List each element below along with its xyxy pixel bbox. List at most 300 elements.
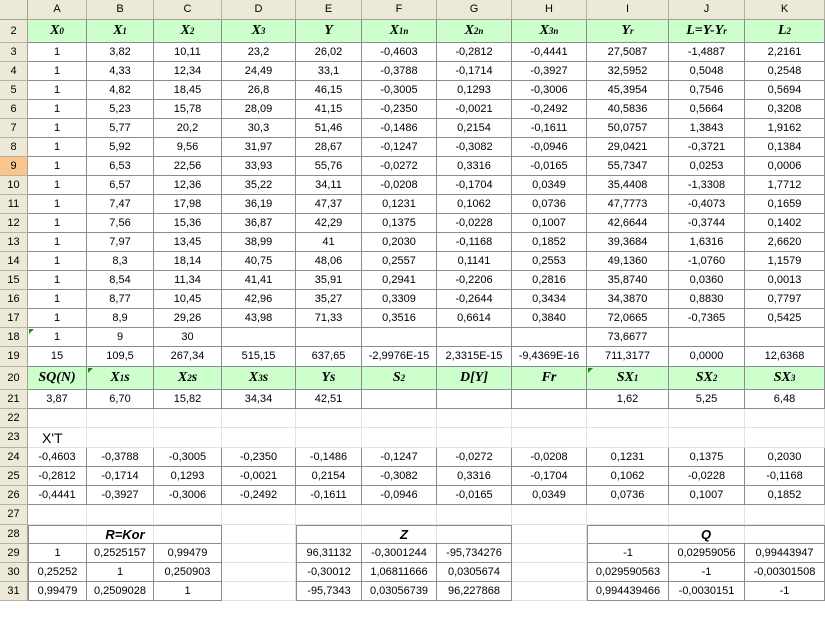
row-header-14[interactable]: 14	[0, 252, 28, 271]
cell-g27[interactable]	[437, 505, 512, 525]
cell-g15[interactable]: -0,2206	[437, 271, 512, 290]
cell-j21[interactable]: 5,25	[669, 390, 745, 409]
cell-c14[interactable]: 18,14	[154, 252, 222, 271]
row-header-27[interactable]: 27	[0, 505, 28, 525]
cell-a9[interactable]: 1	[28, 157, 87, 176]
cell-k25[interactable]: -0,1168	[745, 467, 825, 486]
cell-g21[interactable]	[437, 390, 512, 409]
cell-i26[interactable]: 0,0736	[587, 486, 669, 505]
cell-j4[interactable]: 0,5048	[669, 62, 745, 81]
cell-d27[interactable]	[222, 505, 296, 525]
cell-a8[interactable]: 1	[28, 138, 87, 157]
cell-j16[interactable]: 0,8830	[669, 290, 745, 309]
cell-a7[interactable]: 1	[28, 119, 87, 138]
cell-a25[interactable]: -0,2812	[28, 467, 87, 486]
cell-d11[interactable]: 36,19	[222, 195, 296, 214]
cell-j20[interactable]: SX 2	[669, 367, 745, 390]
cell-d9[interactable]: 33,93	[222, 157, 296, 176]
cell-k3[interactable]: 2,2161	[745, 43, 825, 62]
cell-j13[interactable]: 1,6316	[669, 233, 745, 252]
cell-h6[interactable]: -0,2492	[512, 100, 587, 119]
cell-k17[interactable]: 0,5425	[745, 309, 825, 328]
cell-a23[interactable]	[28, 428, 87, 448]
cell-f25[interactable]: -0,3082	[362, 467, 437, 486]
cell-i22[interactable]	[587, 409, 669, 428]
cell-k21[interactable]: 6,48	[745, 390, 825, 409]
cell-k7[interactable]: 1,9162	[745, 119, 825, 138]
cell-i20[interactable]: SX 1	[587, 367, 669, 390]
cell-i13[interactable]: 39,3684	[587, 233, 669, 252]
cell-d10[interactable]: 35,22	[222, 176, 296, 195]
cell-g9[interactable]: 0,3316	[437, 157, 512, 176]
q-matrix-cell[interactable]: 0,02959056	[669, 544, 745, 563]
cell-h15[interactable]: 0,2816	[512, 271, 587, 290]
cell-f2[interactable]: X 1n	[362, 20, 437, 43]
cell-g20[interactable]: D[Y]	[437, 367, 512, 390]
cell-f27[interactable]	[362, 505, 437, 525]
cell-c16[interactable]: 10,45	[154, 290, 222, 309]
cell-f15[interactable]: 0,2941	[362, 271, 437, 290]
cell-h2[interactable]: X 3n	[512, 20, 587, 43]
cell-f24[interactable]: -0,1247	[362, 448, 437, 467]
cell-g5[interactable]: 0,1293	[437, 81, 512, 100]
cell-d23[interactable]	[222, 428, 296, 448]
cell-j12[interactable]: -0,3744	[669, 214, 745, 233]
column-header-j[interactable]: J	[669, 0, 745, 20]
z-matrix-cell[interactable]: -95,7343	[296, 582, 362, 601]
row-header-24[interactable]: 24	[0, 448, 28, 467]
r-matrix-cell[interactable]: 1	[28, 544, 87, 563]
cell-f3[interactable]: -0,4603	[362, 43, 437, 62]
cell-g4[interactable]: -0,1714	[437, 62, 512, 81]
cell-i24[interactable]: 0,1231	[587, 448, 669, 467]
cell-b25[interactable]: -0,1714	[87, 467, 154, 486]
cell-i14[interactable]: 49,1360	[587, 252, 669, 271]
cell-i17[interactable]: 72,0665	[587, 309, 669, 328]
row-header-21[interactable]: 21	[0, 390, 28, 409]
q-matrix-cell[interactable]: -1	[669, 563, 745, 582]
cell-f23[interactable]	[362, 428, 437, 448]
cell-k11[interactable]: 0,1659	[745, 195, 825, 214]
cell-i12[interactable]: 42,6644	[587, 214, 669, 233]
cell-c23[interactable]	[154, 428, 222, 448]
cell-b2[interactable]: X 1	[87, 20, 154, 43]
cell-h26[interactable]: 0,0349	[512, 486, 587, 505]
cell-h10[interactable]: 0,0349	[512, 176, 587, 195]
cell-g12[interactable]: -0,0228	[437, 214, 512, 233]
row-header-10[interactable]: 10	[0, 176, 28, 195]
cell-i25[interactable]: 0,1062	[587, 467, 669, 486]
cell-f10[interactable]: -0,0208	[362, 176, 437, 195]
cell-k4[interactable]: 0,2548	[745, 62, 825, 81]
cell-k23[interactable]	[745, 428, 825, 448]
cell-g7[interactable]: 0,2154	[437, 119, 512, 138]
cell-a2[interactable]: X 0	[28, 20, 87, 43]
cell-i9[interactable]: 55,7347	[587, 157, 669, 176]
cell-b13[interactable]: 7,97	[87, 233, 154, 252]
row-header-3[interactable]: 3	[0, 43, 28, 62]
cell-k26[interactable]: 0,1852	[745, 486, 825, 505]
cell-a13[interactable]: 1	[28, 233, 87, 252]
cell-b21[interactable]: 6,70	[87, 390, 154, 409]
row-header-7[interactable]: 7	[0, 119, 28, 138]
cell-empty[interactable]	[512, 525, 587, 544]
row-header-30[interactable]: 30	[0, 563, 28, 582]
cell-c22[interactable]	[154, 409, 222, 428]
cell-k9[interactable]: 0,0006	[745, 157, 825, 176]
cell-d13[interactable]: 38,99	[222, 233, 296, 252]
cell-b3[interactable]: 3,82	[87, 43, 154, 62]
cell-h14[interactable]: 0,2553	[512, 252, 587, 271]
cell-d25[interactable]: -0,0021	[222, 467, 296, 486]
cell-a24[interactable]: -0,4603	[28, 448, 87, 467]
cell-d5[interactable]: 26,8	[222, 81, 296, 100]
cell-h3[interactable]: -0,4441	[512, 43, 587, 62]
cell-a21[interactable]: 3,87	[28, 390, 87, 409]
cell-d14[interactable]: 40,75	[222, 252, 296, 271]
cell-e27[interactable]	[296, 505, 362, 525]
cell-empty[interactable]	[512, 582, 587, 601]
cell-g8[interactable]: -0,3082	[437, 138, 512, 157]
cell-a10[interactable]: 1	[28, 176, 87, 195]
cell-b22[interactable]	[87, 409, 154, 428]
cell-k10[interactable]: 1,7712	[745, 176, 825, 195]
r-matrix-cell[interactable]: 0,25252	[28, 563, 87, 582]
cell-g3[interactable]: -0,2812	[437, 43, 512, 62]
cell-j22[interactable]	[669, 409, 745, 428]
q-matrix-cell[interactable]: -0,00301508	[745, 563, 825, 582]
cell-f16[interactable]: 0,3309	[362, 290, 437, 309]
q-matrix-cell[interactable]: 0,99443947	[745, 544, 825, 563]
cell-i16[interactable]: 34,3870	[587, 290, 669, 309]
cell-i18[interactable]: 73,6677	[587, 328, 669, 347]
cell-a6[interactable]: 1	[28, 100, 87, 119]
cell-j14[interactable]: -1,0760	[669, 252, 745, 271]
cell-c10[interactable]: 12,36	[154, 176, 222, 195]
cell-empty[interactable]	[222, 582, 296, 601]
column-header-k[interactable]: K	[745, 0, 825, 20]
cell-c15[interactable]: 11,34	[154, 271, 222, 290]
r-matrix-cell[interactable]: 0,2509028	[87, 582, 154, 601]
z-matrix-cell[interactable]: 0,0305674	[437, 563, 512, 582]
cell-c20[interactable]: X 2 s	[154, 367, 222, 390]
cell-a16[interactable]: 1	[28, 290, 87, 309]
cell-g16[interactable]: -0,2644	[437, 290, 512, 309]
cell-g14[interactable]: 0,1141	[437, 252, 512, 271]
cell-i8[interactable]: 29,0421	[587, 138, 669, 157]
cell-d12[interactable]: 36,87	[222, 214, 296, 233]
cell-empty[interactable]	[222, 563, 296, 582]
cell-h24[interactable]: -0,0208	[512, 448, 587, 467]
cell-e3[interactable]: 26,02	[296, 43, 362, 62]
cell-k19[interactable]: 12,6368	[745, 347, 825, 367]
cell-j8[interactable]: -0,3721	[669, 138, 745, 157]
column-header-g[interactable]: G	[437, 0, 512, 20]
cell-f18[interactable]	[362, 328, 437, 347]
cell-a4[interactable]: 1	[28, 62, 87, 81]
cell-j7[interactable]: 1,3843	[669, 119, 745, 138]
row-header-12[interactable]: 12	[0, 214, 28, 233]
cell-b6[interactable]: 5,23	[87, 100, 154, 119]
column-header-c[interactable]: C	[154, 0, 222, 20]
cell-h25[interactable]: -0,1704	[512, 467, 587, 486]
cell-a12[interactable]: 1	[28, 214, 87, 233]
cell-a18[interactable]: 1	[28, 328, 87, 347]
cell-j2[interactable]: L=Y-Y r	[669, 20, 745, 43]
cell-e8[interactable]: 28,67	[296, 138, 362, 157]
cell-g13[interactable]: -0,1168	[437, 233, 512, 252]
r-matrix-cell[interactable]: 0,250903	[154, 563, 222, 582]
cell-b18[interactable]: 9	[87, 328, 154, 347]
row-header-26[interactable]: 26	[0, 486, 28, 505]
cell-a26[interactable]: -0,4441	[28, 486, 87, 505]
cell-j6[interactable]: 0,5664	[669, 100, 745, 119]
cell-e13[interactable]: 41	[296, 233, 362, 252]
cell-e5[interactable]: 46,15	[296, 81, 362, 100]
cell-e7[interactable]: 51,46	[296, 119, 362, 138]
cell-k15[interactable]: 0,0013	[745, 271, 825, 290]
cell-h20[interactable]: Fr	[512, 367, 587, 390]
cell-b23[interactable]	[87, 428, 154, 448]
cell-b7[interactable]: 5,77	[87, 119, 154, 138]
cell-f9[interactable]: -0,0272	[362, 157, 437, 176]
cell-b11[interactable]: 7,47	[87, 195, 154, 214]
row-header-16[interactable]: 16	[0, 290, 28, 309]
cell-b17[interactable]: 8,9	[87, 309, 154, 328]
row-header-5[interactable]: 5	[0, 81, 28, 100]
cell-c4[interactable]: 12,34	[154, 62, 222, 81]
row-header-9[interactable]: 9	[0, 157, 28, 176]
cell-e24[interactable]: -0,1486	[296, 448, 362, 467]
row-header-8[interactable]: 8	[0, 138, 28, 157]
cell-b8[interactable]: 5,92	[87, 138, 154, 157]
cell-f12[interactable]: 0,1375	[362, 214, 437, 233]
cell-c9[interactable]: 22,56	[154, 157, 222, 176]
column-header-b[interactable]: B	[87, 0, 154, 20]
cell-e14[interactable]: 48,06	[296, 252, 362, 271]
cell-h17[interactable]: 0,3840	[512, 309, 587, 328]
cell-a15[interactable]: 1	[28, 271, 87, 290]
cell-c12[interactable]: 15,36	[154, 214, 222, 233]
z-matrix-cell[interactable]: -0,3001244	[362, 544, 437, 563]
row-header-22[interactable]: 22	[0, 409, 28, 428]
r-matrix-cell[interactable]: 0,2525157	[87, 544, 154, 563]
row-header-4[interactable]: 4	[0, 62, 28, 81]
cell-c8[interactable]: 9,56	[154, 138, 222, 157]
cell-h22[interactable]	[512, 409, 587, 428]
cell-d3[interactable]: 23,2	[222, 43, 296, 62]
cell-d15[interactable]: 41,41	[222, 271, 296, 290]
cell-c21[interactable]: 15,82	[154, 390, 222, 409]
cell-c6[interactable]: 15,78	[154, 100, 222, 119]
cell-d21[interactable]: 34,34	[222, 390, 296, 409]
z-matrix-cell[interactable]: 96,227868	[437, 582, 512, 601]
cell-i21[interactable]: 1,62	[587, 390, 669, 409]
column-header-f[interactable]: F	[362, 0, 437, 20]
cell-b12[interactable]: 7,56	[87, 214, 154, 233]
cell-h21[interactable]	[512, 390, 587, 409]
q-matrix-cell[interactable]: -1	[745, 582, 825, 601]
cell-a3[interactable]: 1	[28, 43, 87, 62]
cell-g19[interactable]: 2,3315E-15	[437, 347, 512, 367]
cell-j18[interactable]	[669, 328, 745, 347]
cell-i23[interactable]	[587, 428, 669, 448]
z-matrix-cell[interactable]: 0,03056739	[362, 582, 437, 601]
cell-b4[interactable]: 4,33	[87, 62, 154, 81]
cell-d26[interactable]: -0,2492	[222, 486, 296, 505]
row-header-19[interactable]: 19	[0, 347, 28, 367]
cell-c19[interactable]: 267,34	[154, 347, 222, 367]
row-header-11[interactable]: 11	[0, 195, 28, 214]
cell-b27[interactable]	[87, 505, 154, 525]
cell-g2[interactable]: X 2n	[437, 20, 512, 43]
cell-e12[interactable]: 42,29	[296, 214, 362, 233]
cell-e25[interactable]: 0,2154	[296, 467, 362, 486]
cell-e21[interactable]: 42,51	[296, 390, 362, 409]
cell-d19[interactable]: 515,15	[222, 347, 296, 367]
q-matrix-cell[interactable]: -0,0030151	[669, 582, 745, 601]
q-matrix-cell[interactable]: 0,994439466	[587, 582, 669, 601]
cell-d17[interactable]: 43,98	[222, 309, 296, 328]
row-header-18[interactable]: 18	[0, 328, 28, 347]
cell-b14[interactable]: 8,3	[87, 252, 154, 271]
row-header-25[interactable]: 25	[0, 467, 28, 486]
cell-i19[interactable]: 711,3177	[587, 347, 669, 367]
cell-b16[interactable]: 8,77	[87, 290, 154, 309]
cell-empty[interactable]	[222, 544, 296, 563]
cell-d18[interactable]	[222, 328, 296, 347]
cell-d6[interactable]: 28,09	[222, 100, 296, 119]
cell-j17[interactable]: -0,7365	[669, 309, 745, 328]
cell-k5[interactable]: 0,5694	[745, 81, 825, 100]
cell-c7[interactable]: 20,2	[154, 119, 222, 138]
cell-c26[interactable]: -0,3006	[154, 486, 222, 505]
cell-b26[interactable]: -0,3927	[87, 486, 154, 505]
cell-g11[interactable]: 0,1062	[437, 195, 512, 214]
cell-empty[interactable]	[512, 544, 587, 563]
cell-g18[interactable]	[437, 328, 512, 347]
cell-i27[interactable]	[587, 505, 669, 525]
cell-f22[interactable]	[362, 409, 437, 428]
cell-h18[interactable]	[512, 328, 587, 347]
row-header-31[interactable]: 31	[0, 582, 28, 601]
cell-h4[interactable]: -0,3927	[512, 62, 587, 81]
cell-d8[interactable]: 31,97	[222, 138, 296, 157]
cell-i6[interactable]: 40,5836	[587, 100, 669, 119]
cell-i5[interactable]: 45,3954	[587, 81, 669, 100]
cell-j5[interactable]: 0,7546	[669, 81, 745, 100]
cell-i7[interactable]: 50,0757	[587, 119, 669, 138]
cell-k14[interactable]: 1,1579	[745, 252, 825, 271]
cell-empty[interactable]	[512, 563, 587, 582]
cell-f14[interactable]: 0,2557	[362, 252, 437, 271]
cell-h16[interactable]: 0,3434	[512, 290, 587, 309]
row-header-28[interactable]: 28	[0, 525, 28, 544]
cell-f20[interactable]: S 2	[362, 367, 437, 390]
q-matrix-cell[interactable]: -1	[587, 544, 669, 563]
cell-j27[interactable]	[669, 505, 745, 525]
cell-f17[interactable]: 0,3516	[362, 309, 437, 328]
cell-b10[interactable]: 6,57	[87, 176, 154, 195]
cell-e11[interactable]: 47,37	[296, 195, 362, 214]
cell-a19[interactable]: 15	[28, 347, 87, 367]
z-matrix-cell[interactable]: 96,31132	[296, 544, 362, 563]
cell-k13[interactable]: 2,6620	[745, 233, 825, 252]
cell-g22[interactable]	[437, 409, 512, 428]
cell-c24[interactable]: -0,3005	[154, 448, 222, 467]
cell-a17[interactable]: 1	[28, 309, 87, 328]
cell-k6[interactable]: 0,3208	[745, 100, 825, 119]
cell-b15[interactable]: 8,54	[87, 271, 154, 290]
cell-e22[interactable]	[296, 409, 362, 428]
cell-a5[interactable]: 1	[28, 81, 87, 100]
cell-c2[interactable]: X 2	[154, 20, 222, 43]
cell-e15[interactable]: 35,91	[296, 271, 362, 290]
row-header-6[interactable]: 6	[0, 100, 28, 119]
column-header-i[interactable]: I	[587, 0, 669, 20]
cell-c18[interactable]: 30	[154, 328, 222, 347]
cell-g17[interactable]: 0,6614	[437, 309, 512, 328]
cell-g6[interactable]: -0,0021	[437, 100, 512, 119]
cell-h12[interactable]: 0,1007	[512, 214, 587, 233]
r-matrix-cell[interactable]: 0,99479	[28, 582, 87, 601]
cell-i4[interactable]: 32,5952	[587, 62, 669, 81]
cell-c13[interactable]: 13,45	[154, 233, 222, 252]
cell-j3[interactable]: -1,4887	[669, 43, 745, 62]
cell-h5[interactable]: -0,3006	[512, 81, 587, 100]
cell-j23[interactable]	[669, 428, 745, 448]
cell-g26[interactable]: -0,0165	[437, 486, 512, 505]
cell-c11[interactable]: 17,98	[154, 195, 222, 214]
row-header-15[interactable]: 15	[0, 271, 28, 290]
cell-c3[interactable]: 10,11	[154, 43, 222, 62]
z-matrix-cell[interactable]: -95,734276	[437, 544, 512, 563]
cell-f8[interactable]: -0,1247	[362, 138, 437, 157]
cell-a27[interactable]	[28, 505, 87, 525]
cell-a14[interactable]: 1	[28, 252, 87, 271]
row-header-23[interactable]: 23	[0, 428, 28, 448]
cell-e26[interactable]: -0,1611	[296, 486, 362, 505]
cell-i15[interactable]: 35,8740	[587, 271, 669, 290]
cell-g24[interactable]: -0,0272	[437, 448, 512, 467]
cell-h19[interactable]: -9,4369E-16	[512, 347, 587, 367]
cell-j26[interactable]: 0,1007	[669, 486, 745, 505]
row-header-2[interactable]: 2	[0, 20, 28, 43]
cell-e6[interactable]: 41,15	[296, 100, 362, 119]
cell-h9[interactable]: -0,0165	[512, 157, 587, 176]
cell-h13[interactable]: 0,1852	[512, 233, 587, 252]
cell-f21[interactable]	[362, 390, 437, 409]
cell-h8[interactable]: -0,0946	[512, 138, 587, 157]
row-header-13[interactable]: 13	[0, 233, 28, 252]
cell-i3[interactable]: 27,5087	[587, 43, 669, 62]
cell-f5[interactable]: -0,3005	[362, 81, 437, 100]
cell-k18[interactable]	[745, 328, 825, 347]
cell-j25[interactable]: -0,0228	[669, 467, 745, 486]
cell-e19[interactable]: 637,65	[296, 347, 362, 367]
cell-f11[interactable]: 0,1231	[362, 195, 437, 214]
cell-b20[interactable]: X 1 s	[87, 367, 154, 390]
r-matrix-cell[interactable]: 1	[87, 563, 154, 582]
cell-k20[interactable]: SX 3	[745, 367, 825, 390]
z-matrix-cell[interactable]: -0,30012	[296, 563, 362, 582]
cell-b5[interactable]: 4,82	[87, 81, 154, 100]
cell-j10[interactable]: -1,3308	[669, 176, 745, 195]
cell-i2[interactable]: Y r	[587, 20, 669, 43]
cell-d24[interactable]: -0,2350	[222, 448, 296, 467]
cell-e17[interactable]: 71,33	[296, 309, 362, 328]
cell-d4[interactable]: 24,49	[222, 62, 296, 81]
